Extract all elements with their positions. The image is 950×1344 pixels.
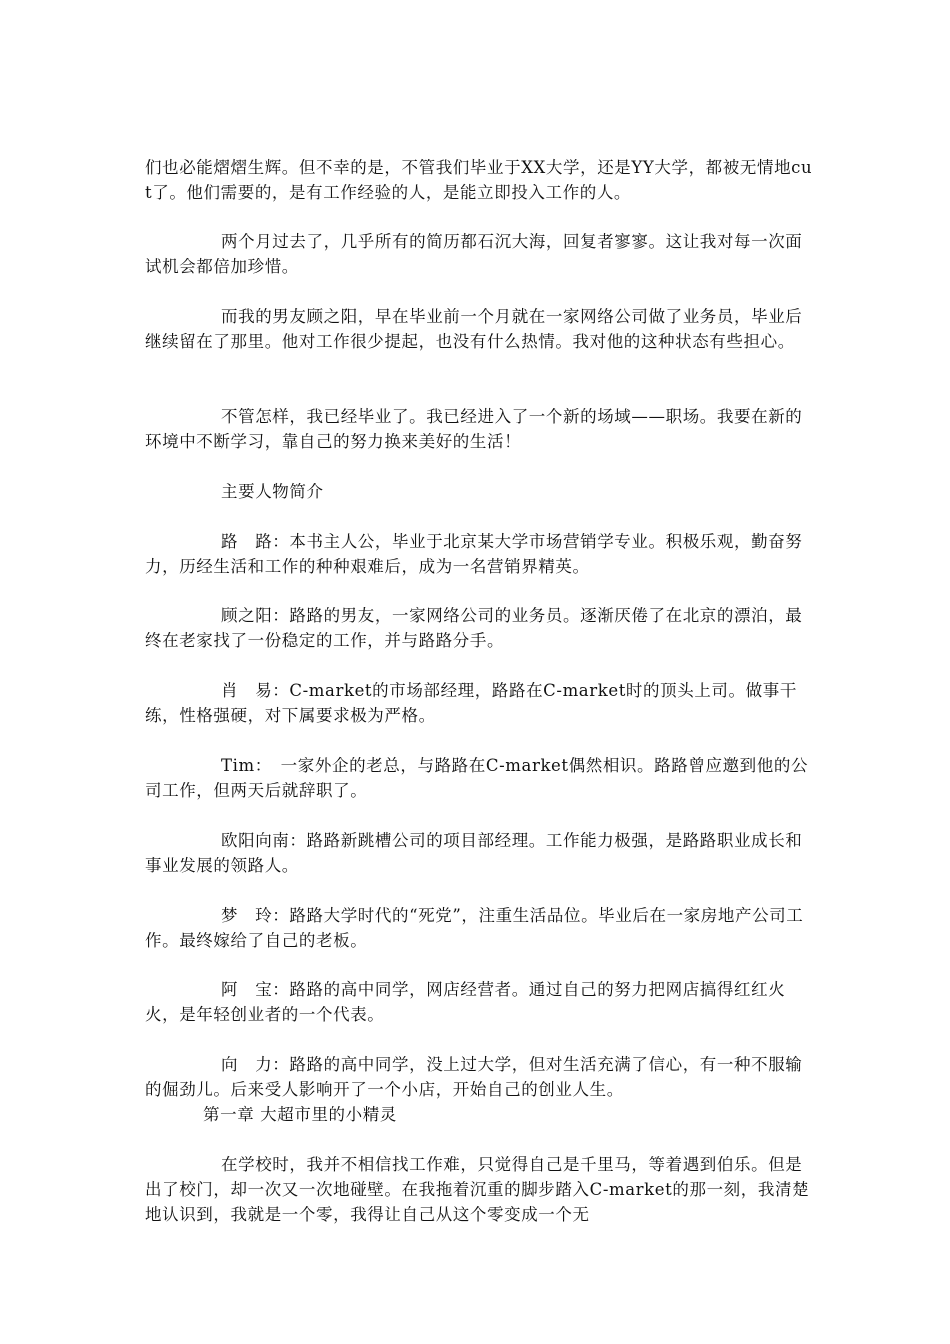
chapter-title: 第一章 大超市里的小精灵 [203, 1105, 397, 1124]
paragraph-graduated: 不管怎样，我已经毕业了。我已经进入了一个新的场域——职场。我要在新的环境中不断学习，靠自己的努力换来美好的生活！ [145, 407, 803, 451]
section-heading-characters: 主要人物简介 [221, 482, 324, 501]
paragraph-chapter-opening: 在学校时，我并不相信找工作难，只觉得自己是千里马，等着遇到伯乐。但是出了校门，却一次又一次地碰壁。在我拖着沉重的脚步踏入C-market的那一刻，我清楚地认识到，我就是一个零，我得让自己从这个零变成一个无 [145, 1155, 810, 1224]
paragraph-two-months: 两个月过去了，几乎所有的简历都石沉大海，回复者寥寥。这让我对每一次面试机会都倍加珍惜。 [145, 232, 803, 276]
character-gu-zhiyang: 顾之阳：路路的男友，一家网络公司的业务员。逐渐厌倦了在北京的漂泊，最终在老家找了一份稳定的工作，并与路路分手。 [145, 606, 803, 650]
character-tim: Tim： 一家外企的老总，与路路在C-market偶然相识。路路曾应邀到他的公司工作，但两天后就辞职了。 [145, 756, 809, 800]
character-a-bao: 阿 宝：路路的高中同学，网店经营者。通过自己的努力把网店搞得红红火火，是年轻创业者的一个代表。 [145, 980, 786, 1024]
character-meng-ling: 梦 玲：路路大学时代的“死党”，注重生活品位。毕业后在一家房地产公司工作。最终嫁给了自己的老板。 [145, 906, 804, 950]
paragraph-opening: 们也必能熠熠生辉。但不幸的是，不管我们毕业于XX大学，还是YY大学，都被无情地cut了。他们需要的，是有工作经验的人，是能立即投入工作的人。 [145, 158, 813, 202]
character-lulu: 路 路：本书主人公，毕业于北京某大学市场营销学专业。积极乐观，勤奋努力，历经生活和工作的种种艰难后，成为一名营销界精英。 [145, 532, 803, 576]
character-xiang-li: 向 力：路路的高中同学，没上过大学，但对生活充满了信心，有一种不服输的倔劲儿。后来受人影响开了一个小店，开始自己的创业人生。 [145, 1055, 803, 1099]
character-xiao-yi: 肖 易：C-market的市场部经理，路路在C-market时的顶头上司。做事干练，性格强硬，对下属要求极为严格。 [145, 681, 797, 725]
paragraph-boyfriend: 而我的男友顾之阳，早在毕业前一个月就在一家网络公司做了业务员，毕业后继续留在了那里。他对工作很少提起，也没有什么热情。我对他的这种状态有些担心。 [145, 307, 803, 351]
character-ouyang-xiangnan: 欧阳向南：路路新跳槽公司的项目部经理。工作能力极强，是路路职业成长和事业发展的领路人。 [145, 831, 803, 875]
